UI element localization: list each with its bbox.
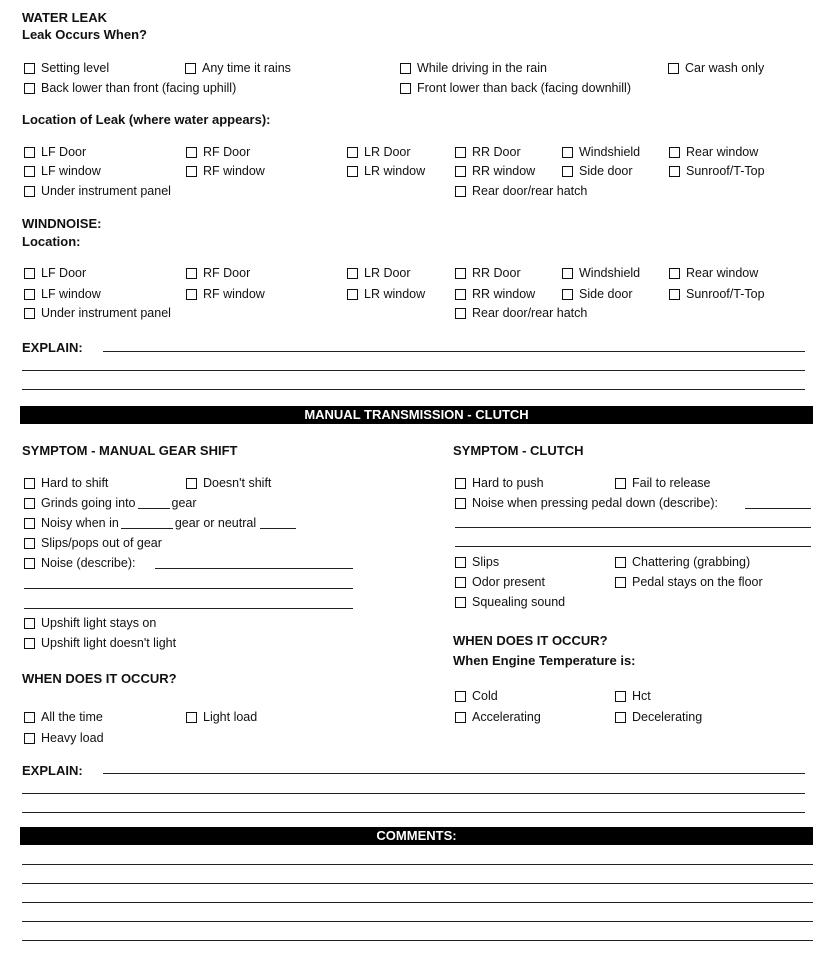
checkbox-icon[interactable] bbox=[24, 618, 35, 629]
checkbox-icon[interactable] bbox=[24, 289, 35, 300]
checkbox-wind-rr-window[interactable]: RR window bbox=[455, 287, 535, 301]
checkbox-icon[interactable] bbox=[186, 712, 197, 723]
checkbox-icon[interactable] bbox=[455, 498, 466, 509]
explain-line[interactable] bbox=[22, 389, 805, 390]
checkbox-noise-describe[interactable]: Noise (describe): bbox=[24, 556, 135, 570]
clutch-when-heading: WHEN DOES IT OCCUR? bbox=[453, 633, 608, 648]
checkbox-icon[interactable] bbox=[24, 63, 35, 74]
checkbox-pedal-stays-floor[interactable]: Pedal stays on the floor bbox=[615, 575, 763, 589]
checkbox-front-lower[interactable]: Front lower than back (facing downhill) bbox=[400, 81, 631, 95]
comment-line[interactable] bbox=[22, 940, 813, 941]
checkbox-icon[interactable] bbox=[186, 268, 197, 279]
checkbox-icon[interactable] bbox=[455, 691, 466, 702]
checkbox-icon[interactable] bbox=[562, 166, 573, 177]
checkbox-icon[interactable] bbox=[186, 478, 197, 489]
checkbox-leak-lr-door[interactable]: LR Door bbox=[347, 145, 411, 159]
checkbox-accelerating[interactable]: Accelerating bbox=[455, 710, 541, 724]
checkbox-icon[interactable] bbox=[615, 712, 626, 723]
checkbox-icon[interactable] bbox=[24, 518, 35, 529]
checkbox-odor-present[interactable]: Odor present bbox=[455, 575, 545, 589]
checkbox-icon[interactable] bbox=[24, 712, 35, 723]
checkbox-icon[interactable] bbox=[185, 63, 196, 74]
checkbox-icon[interactable] bbox=[455, 557, 466, 568]
clutch-noise-line[interactable] bbox=[745, 508, 811, 509]
checkbox-icon[interactable] bbox=[24, 83, 35, 94]
comment-line[interactable] bbox=[22, 864, 813, 865]
windnoise-location-heading: Location: bbox=[22, 234, 81, 249]
checkbox-wind-rear-hatch[interactable]: Rear door/rear hatch bbox=[455, 306, 587, 320]
checkbox-leak-rear-window[interactable]: Rear window bbox=[669, 145, 758, 159]
checkbox-all-the-time[interactable]: All the time bbox=[24, 710, 103, 724]
checkbox-icon[interactable] bbox=[615, 478, 626, 489]
checkbox-any-time-rains[interactable]: Any time it rains bbox=[185, 61, 291, 75]
checkbox-icon[interactable] bbox=[455, 597, 466, 608]
checkbox-leak-lf-door[interactable]: LF Door bbox=[24, 145, 86, 159]
checkbox-fail-to-release[interactable]: Fail to release bbox=[615, 476, 711, 490]
checkbox-icon[interactable] bbox=[455, 147, 466, 158]
checkbox-car-wash[interactable]: Car wash only bbox=[668, 61, 764, 75]
checkbox-driving-rain[interactable]: While driving in the rain bbox=[400, 61, 547, 75]
windnoise-title: WINDNOISE: bbox=[22, 216, 102, 231]
checkbox-icon[interactable] bbox=[669, 289, 680, 300]
checkbox-icon[interactable] bbox=[24, 186, 35, 197]
checkbox-leak-lr-window[interactable]: LR window bbox=[347, 164, 425, 178]
checkbox-icon[interactable] bbox=[24, 147, 35, 158]
checkbox-icon[interactable] bbox=[347, 147, 358, 158]
gear-when-heading: WHEN DOES IT OCCUR? bbox=[22, 671, 177, 686]
explain-line[interactable] bbox=[103, 351, 805, 352]
comment-line[interactable] bbox=[22, 921, 813, 922]
checkbox-doesnt-shift[interactable]: Doesn't shift bbox=[186, 476, 271, 490]
checkbox-icon[interactable] bbox=[400, 83, 411, 94]
checkbox-icon[interactable] bbox=[562, 289, 573, 300]
explain-line[interactable] bbox=[103, 773, 805, 774]
checkbox-chattering[interactable]: Chattering (grabbing) bbox=[615, 555, 750, 569]
leak-occurs-heading: Leak Occurs When? bbox=[22, 27, 147, 42]
explain-line[interactable] bbox=[22, 793, 805, 794]
checkbox-wind-sunroof[interactable]: Sunroof/T-Top bbox=[669, 287, 765, 301]
checkbox-icon[interactable] bbox=[24, 733, 35, 744]
checkbox-icon[interactable] bbox=[24, 558, 35, 569]
checkbox-grinds[interactable]: Grinds going into gear bbox=[24, 496, 197, 510]
clutch-noise-line[interactable] bbox=[455, 527, 811, 528]
checkbox-leak-rear-hatch[interactable]: Rear door/rear hatch bbox=[455, 184, 587, 198]
checkbox-icon[interactable] bbox=[669, 166, 680, 177]
checkbox-wind-rf-door[interactable]: RF Door bbox=[186, 266, 250, 280]
checkbox-icon[interactable] bbox=[455, 308, 466, 319]
checkbox-icon[interactable] bbox=[347, 166, 358, 177]
checkbox-icon[interactable] bbox=[186, 289, 197, 300]
checkbox-icon[interactable] bbox=[615, 557, 626, 568]
checkbox-icon[interactable] bbox=[455, 268, 466, 279]
checkbox-back-lower[interactable]: Back lower than front (facing uphill) bbox=[24, 81, 236, 95]
checkbox-icon[interactable] bbox=[24, 308, 35, 319]
noise-describe-line[interactable] bbox=[24, 588, 353, 589]
noisy-neutral-field[interactable] bbox=[260, 517, 296, 529]
checkbox-slips[interactable]: Slips bbox=[455, 555, 499, 569]
checkbox-icon[interactable] bbox=[615, 691, 626, 702]
checkbox-setting-level[interactable]: Setting level bbox=[24, 61, 109, 75]
noise-describe-line[interactable] bbox=[155, 568, 353, 569]
checkbox-wind-lr-window[interactable]: LR window bbox=[347, 287, 425, 301]
checkbox-wind-side-door[interactable]: Side door bbox=[562, 287, 633, 301]
checkbox-icon[interactable] bbox=[669, 147, 680, 158]
checkbox-icon[interactable] bbox=[347, 289, 358, 300]
checkbox-wind-rf-window[interactable]: RF window bbox=[186, 287, 265, 301]
checkbox-icon[interactable] bbox=[455, 577, 466, 588]
checkbox-icon[interactable] bbox=[668, 63, 679, 74]
checkbox-icon[interactable] bbox=[455, 289, 466, 300]
comments-banner: COMMENTS: bbox=[20, 827, 813, 845]
explain-label-manual: EXPLAIN: bbox=[22, 763, 83, 778]
checkbox-slips-pops[interactable]: Slips/pops out of gear bbox=[24, 536, 162, 550]
checkbox-icon[interactable] bbox=[24, 478, 35, 489]
checkbox-wind-windshield[interactable]: Windshield bbox=[562, 266, 640, 280]
checkbox-icon[interactable] bbox=[455, 478, 466, 489]
checkbox-icon[interactable] bbox=[186, 166, 197, 177]
engine-temp-heading: When Engine Temperature is: bbox=[453, 653, 636, 668]
explain-label-windnoise: EXPLAIN: bbox=[22, 340, 83, 355]
checkbox-hot[interactable]: Hct bbox=[615, 689, 651, 703]
gear-shift-heading: SYMPTOM - MANUAL GEAR SHIFT bbox=[22, 443, 238, 458]
checkbox-light-load[interactable]: Light load bbox=[186, 710, 257, 724]
noisy-gear-field[interactable] bbox=[121, 517, 173, 529]
checkbox-squealing[interactable]: Squealing sound bbox=[455, 595, 565, 609]
checkbox-leak-sunroof[interactable]: Sunroof/T-Top bbox=[669, 164, 765, 178]
checkbox-icon[interactable] bbox=[562, 147, 573, 158]
checkbox-icon[interactable] bbox=[615, 577, 626, 588]
checkbox-icon[interactable] bbox=[186, 147, 197, 158]
checkbox-leak-under-panel[interactable]: Under instrument panel bbox=[24, 184, 171, 198]
checkbox-leak-lf-window[interactable]: LF window bbox=[24, 164, 101, 178]
checkbox-icon[interactable] bbox=[347, 268, 358, 279]
checkbox-decelerating[interactable]: Decelerating bbox=[615, 710, 702, 724]
comment-line[interactable] bbox=[22, 883, 813, 884]
checkbox-cold[interactable]: Cold bbox=[455, 689, 498, 703]
checkbox-icon[interactable] bbox=[400, 63, 411, 74]
checkbox-leak-rf-window[interactable]: RF window bbox=[186, 164, 265, 178]
checkbox-leak-rr-door[interactable]: RR Door bbox=[455, 145, 521, 159]
checkbox-leak-rf-door[interactable]: RF Door bbox=[186, 145, 250, 159]
checkbox-wind-lf-door[interactable]: LF Door bbox=[24, 266, 86, 280]
checkbox-hard-to-shift[interactable]: Hard to shift bbox=[24, 476, 108, 490]
checkbox-upshift-doesnt-light[interactable]: Upshift light doesn't light bbox=[24, 636, 176, 650]
checkbox-wind-rr-door[interactable]: RR Door bbox=[455, 266, 521, 280]
checkbox-icon[interactable] bbox=[24, 638, 35, 649]
checkbox-icon[interactable] bbox=[455, 166, 466, 177]
explain-line[interactable] bbox=[22, 370, 805, 371]
checkbox-icon[interactable] bbox=[24, 268, 35, 279]
comment-line[interactable] bbox=[22, 902, 813, 903]
checkbox-leak-side-door[interactable]: Side door bbox=[562, 164, 633, 178]
explain-line[interactable] bbox=[22, 812, 805, 813]
checkbox-noisy-when-in[interactable]: Noisy when in gear or neutral bbox=[24, 516, 298, 530]
clutch-heading: SYMPTOM - CLUTCH bbox=[453, 443, 584, 458]
clutch-noise-line[interactable] bbox=[455, 546, 811, 547]
checkbox-icon[interactable] bbox=[455, 712, 466, 723]
checkbox-wind-lr-door[interactable]: LR Door bbox=[347, 266, 411, 280]
checkbox-icon[interactable] bbox=[24, 498, 35, 509]
checkbox-wind-lf-window[interactable]: LF window bbox=[24, 287, 101, 301]
manual-transmission-banner: MANUAL TRANSMISSION - CLUTCH bbox=[20, 406, 813, 424]
checkbox-hard-to-push[interactable]: Hard to push bbox=[455, 476, 544, 490]
water-leak-title: WATER LEAK bbox=[22, 10, 107, 25]
noise-describe-line[interactable] bbox=[24, 608, 353, 609]
checkbox-heavy-load[interactable]: Heavy load bbox=[24, 731, 104, 745]
checkbox-icon[interactable] bbox=[669, 268, 680, 279]
checkbox-leak-windshield[interactable]: Windshield bbox=[562, 145, 640, 159]
leak-location-heading: Location of Leak (where water appears): bbox=[22, 112, 271, 127]
checkbox-icon[interactable] bbox=[455, 186, 466, 197]
checkbox-icon[interactable] bbox=[24, 538, 35, 549]
checkbox-upshift-stays-on[interactable]: Upshift light stays on bbox=[24, 616, 156, 630]
grinds-gear-field[interactable] bbox=[138, 497, 170, 509]
checkbox-noise-pedal[interactable]: Noise when pressing pedal down (describe): bbox=[455, 496, 718, 510]
checkbox-wind-rear-window[interactable]: Rear window bbox=[669, 266, 758, 280]
checkbox-wind-under-panel[interactable]: Under instrument panel bbox=[24, 306, 171, 320]
checkbox-icon[interactable] bbox=[562, 268, 573, 279]
checkbox-leak-rr-window[interactable]: RR window bbox=[455, 164, 535, 178]
checkbox-icon[interactable] bbox=[24, 166, 35, 177]
